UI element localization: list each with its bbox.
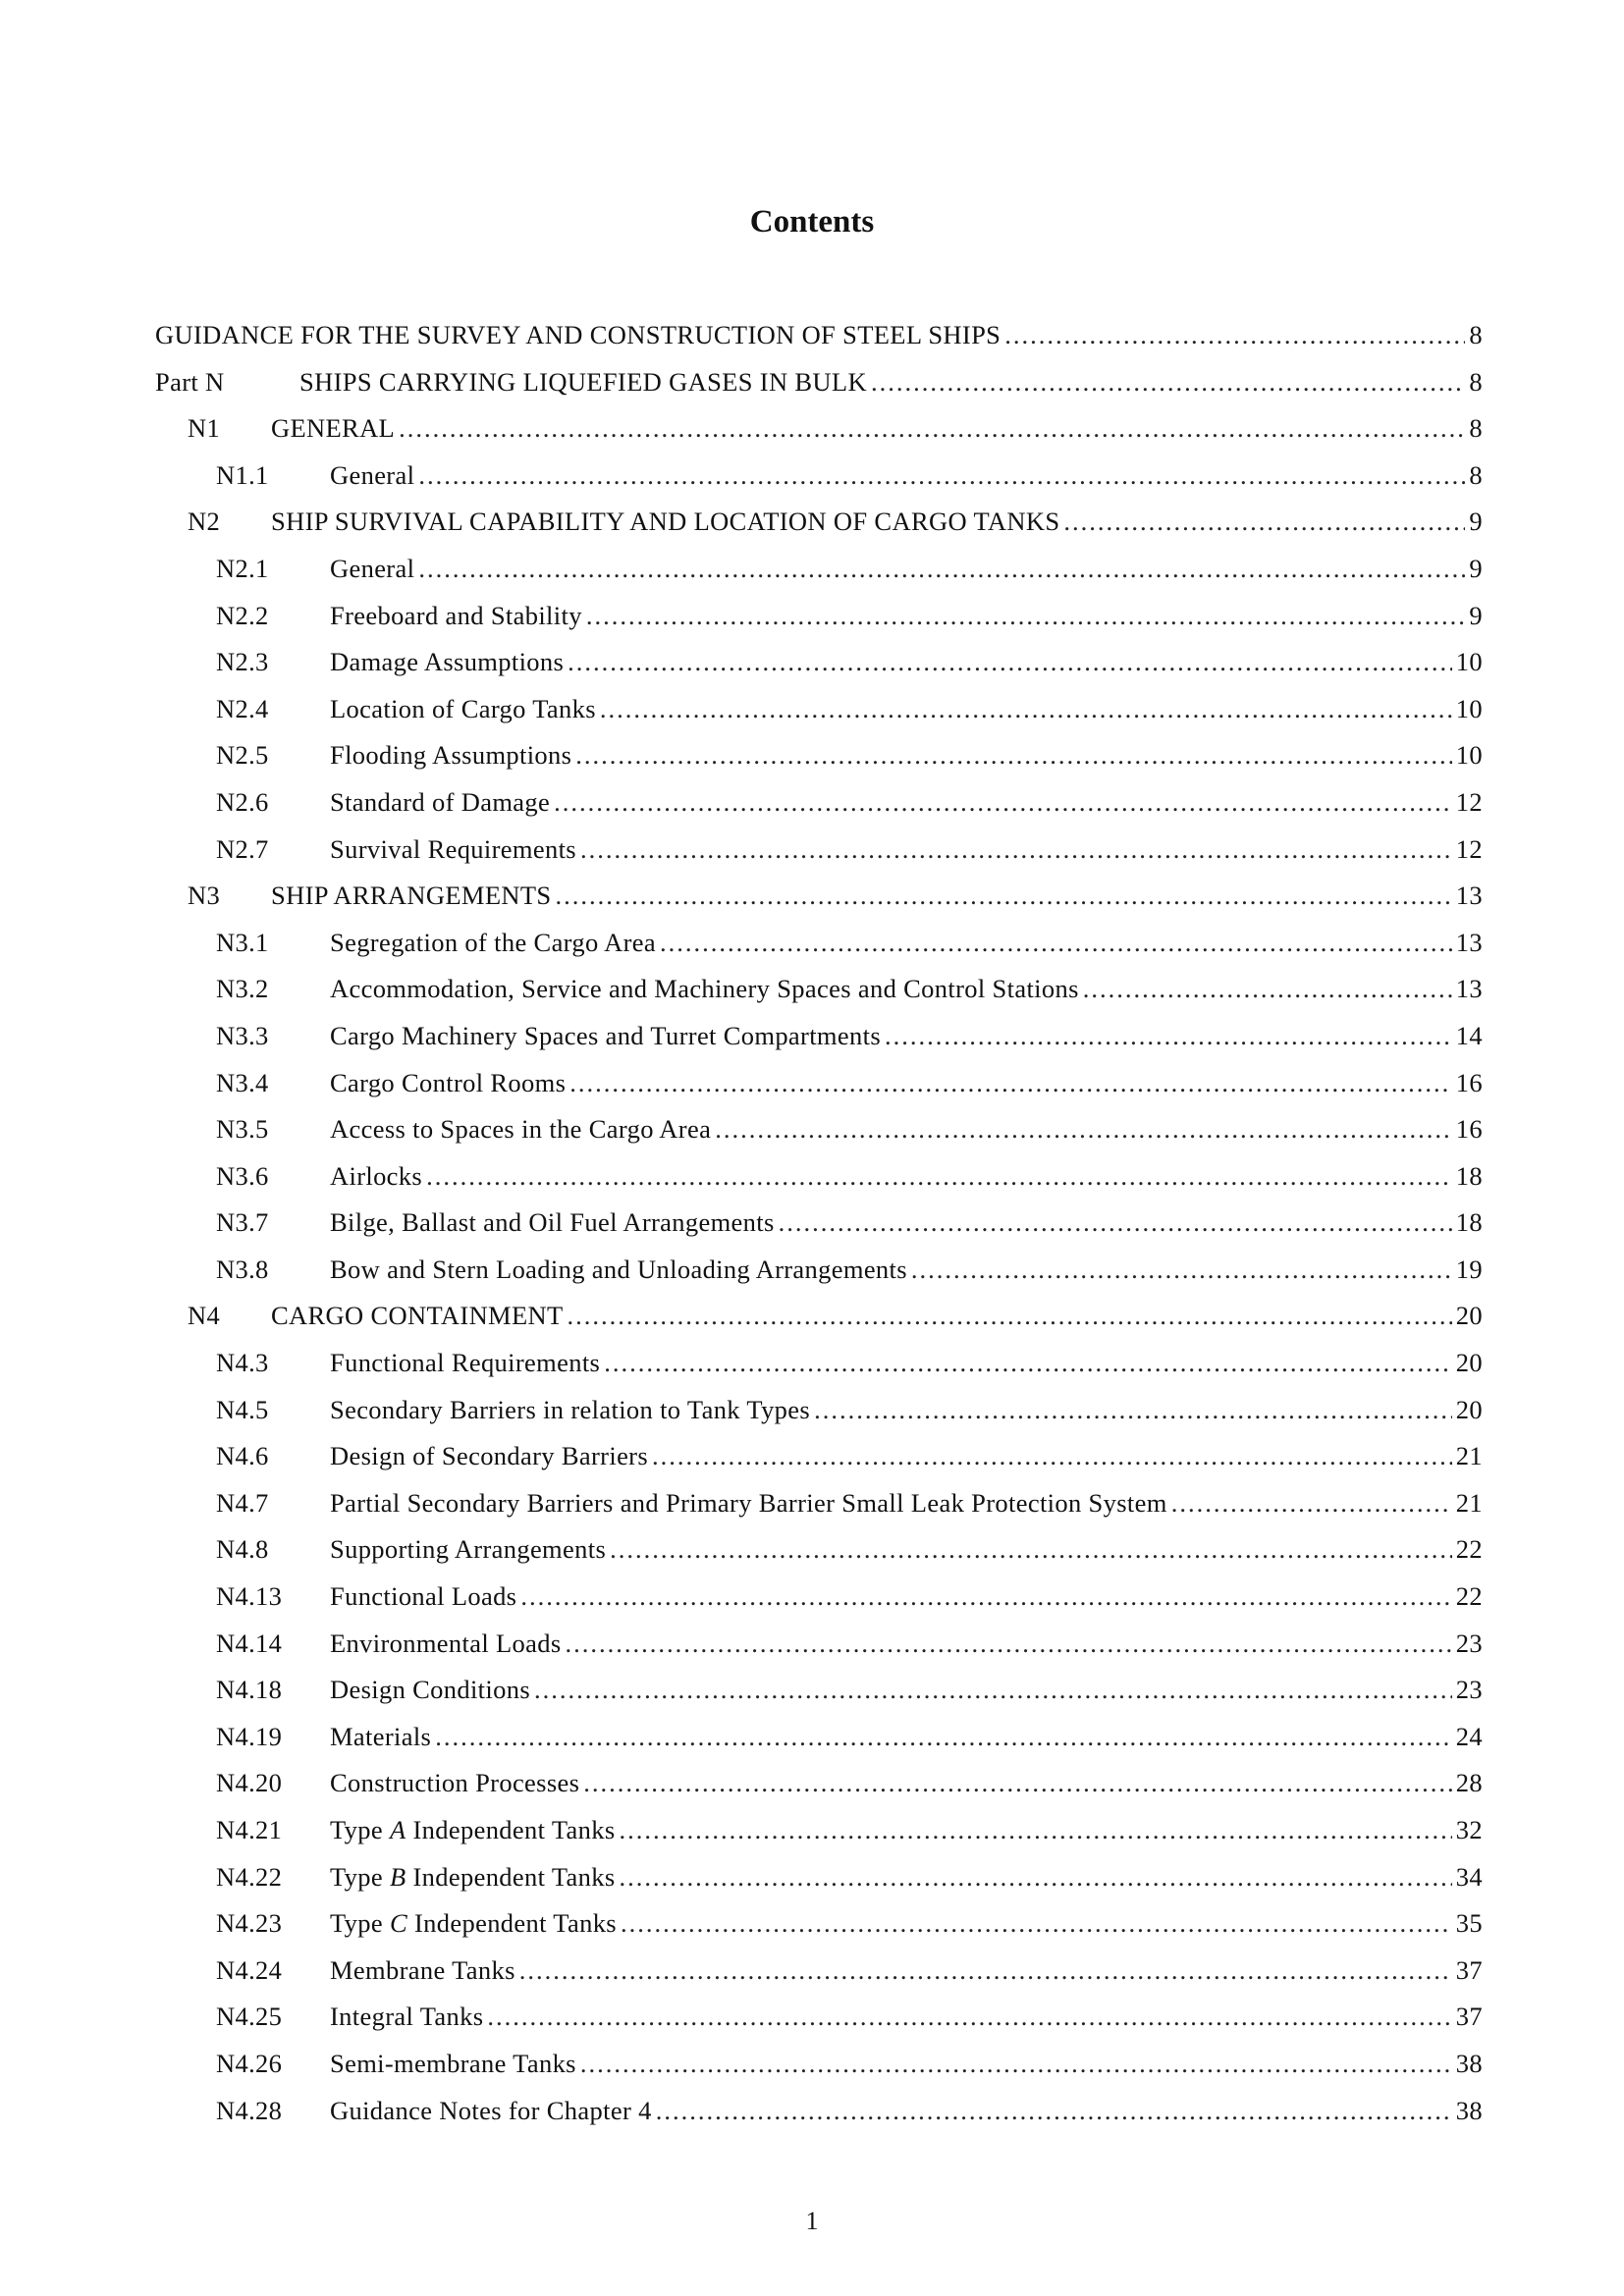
toc-entry-number: N4.3 xyxy=(216,1348,269,1378)
toc-entry-page: 8 xyxy=(1469,366,1483,397)
toc-entry-title: Cargo Machinery Spaces and Turret Compartments xyxy=(330,1020,881,1050)
toc-entry-title: Materials xyxy=(330,1721,432,1751)
toc-entry-number: N4.13 xyxy=(216,1581,283,1612)
toc-entry-number: N4.26 xyxy=(216,2048,283,2078)
toc-entry-page: 16 xyxy=(1455,1067,1483,1097)
toc-entry-title: GENERAL xyxy=(271,413,396,444)
toc-entry[interactable] xyxy=(155,1815,1483,1862)
toc-dot-leader xyxy=(779,1207,1452,1238)
toc-entry[interactable] xyxy=(155,1255,1483,1302)
toc-entry[interactable] xyxy=(155,1021,1483,1068)
toc-entry[interactable] xyxy=(155,1768,1483,1815)
toc-entry-page: 32 xyxy=(1455,1815,1483,1844)
toc-entry-number: N3.5 xyxy=(216,1114,269,1145)
toc-entry-number: N4.23 xyxy=(216,1908,283,1939)
toc-entry-number: N3.3 xyxy=(216,1020,269,1050)
toc-entry-page: 37 xyxy=(1455,1954,1483,1985)
toc-entry-number: N3.8 xyxy=(216,1254,269,1284)
toc-dot-leader xyxy=(620,1815,1452,1845)
toc-dot-leader xyxy=(660,928,1452,958)
toc-entry[interactable] xyxy=(155,694,1483,741)
toc-entry[interactable] xyxy=(155,1629,1483,1676)
toc-entry-title: GUIDANCE FOR THE SURVEY AND CONSTRUCTION OF STEEL SHIPS xyxy=(155,320,1001,349)
toc-entry[interactable] xyxy=(155,320,1483,367)
toc-entry[interactable] xyxy=(155,1488,1483,1535)
toc-entry-number: N3.7 xyxy=(216,1207,269,1238)
toc-entry-number: N4.25 xyxy=(216,2002,283,2032)
toc-entry-number: N2.4 xyxy=(216,693,269,723)
toc-dot-leader xyxy=(580,834,1452,865)
toc-entry-page: 14 xyxy=(1455,1020,1483,1050)
toc-entry-title: Bow and Stern Loading and Unloading Arrangements xyxy=(330,1254,907,1284)
toc-dot-leader xyxy=(586,601,1466,631)
toc-entry-page: 8 xyxy=(1469,320,1483,349)
toc-entry[interactable] xyxy=(155,928,1483,975)
toc-entry-page: 24 xyxy=(1455,1721,1483,1751)
toc-entry-number: N4.20 xyxy=(216,1768,283,1798)
toc-entry[interactable] xyxy=(155,2002,1483,2049)
toc-entry-number: Part N xyxy=(155,366,225,397)
toc-dot-leader xyxy=(656,2096,1452,2126)
toc-entry[interactable] xyxy=(155,1395,1483,1442)
toc-entry-page: 9 xyxy=(1469,553,1483,583)
toc-entry-page: 18 xyxy=(1455,1160,1483,1191)
toc-entry[interactable] xyxy=(155,1114,1483,1161)
toc-entry-number: N1 xyxy=(188,413,221,444)
toc-entry-page: 19 xyxy=(1455,1254,1483,1284)
toc-entry-number: N2.5 xyxy=(216,740,269,771)
toc-entry-page: 9 xyxy=(1469,507,1483,537)
toc-entry[interactable] xyxy=(155,1722,1483,1769)
toc-entry-title: Type A Independent Tanks xyxy=(330,1815,616,1844)
toc-entry-number: N2.1 xyxy=(216,553,269,583)
toc-entry-page: 10 xyxy=(1455,647,1483,677)
toc-entry-title: Survival Requirements xyxy=(330,833,576,864)
toc-entry[interactable] xyxy=(155,881,1483,928)
table-of-contents xyxy=(155,320,1483,2142)
toc-entry[interactable] xyxy=(155,740,1483,787)
toc-dot-leader xyxy=(610,1534,1452,1565)
toc-entry-page: 20 xyxy=(1455,1348,1483,1378)
toc-entry-title: Supporting Arrangements xyxy=(330,1534,607,1565)
toc-entry-title: Functional Requirements xyxy=(330,1348,601,1378)
toc-entry-title: Secondary Barriers in relation to Tank Types xyxy=(330,1394,811,1424)
toc-entry-number: N4 xyxy=(188,1301,221,1331)
toc-entry-title: Cargo Control Rooms xyxy=(330,1067,567,1097)
toc-entry-title: Partial Secondary Barriers and Primary Barrier Small Leak Protection System xyxy=(330,1487,1167,1518)
toc-dot-leader xyxy=(399,413,1465,444)
page-number: 1 xyxy=(805,2207,819,2235)
toc-entry[interactable] xyxy=(155,1301,1483,1348)
toc-entry-title: Environmental Loads xyxy=(330,1628,562,1658)
toc-entry[interactable] xyxy=(155,1348,1483,1395)
toc-dot-leader xyxy=(580,2049,1452,2079)
toc-dot-leader xyxy=(1083,974,1452,1004)
toc-dot-leader xyxy=(534,1675,1452,1705)
toc-entry[interactable] xyxy=(155,1675,1483,1722)
toc-entry-page: 10 xyxy=(1455,693,1483,723)
toc-entry-number: N2.2 xyxy=(216,600,269,630)
toc-dot-leader xyxy=(1004,320,1465,350)
toc-entry-number: N3.6 xyxy=(216,1160,269,1191)
toc-entry[interactable] xyxy=(155,787,1483,834)
toc-entry-title: General xyxy=(330,459,415,490)
toc-entry-title: CARGO CONTAINMENT xyxy=(271,1301,564,1331)
toc-entry-title: SHIP SURVIVAL CAPABILITY AND LOCATION OF CARGO TANKS xyxy=(271,507,1060,537)
toc-entry[interactable] xyxy=(155,1908,1483,1955)
toc-entry[interactable] xyxy=(155,974,1483,1021)
toc-entry-number: N3 xyxy=(188,881,221,911)
toc-entry-number: N4.8 xyxy=(216,1534,269,1565)
toc-entry[interactable] xyxy=(155,1862,1483,1909)
toc-dot-leader xyxy=(554,787,1452,818)
toc-entry[interactable] xyxy=(155,1534,1483,1581)
toc-entry-title: Construction Processes xyxy=(330,1768,580,1798)
toc-dot-leader xyxy=(911,1255,1452,1285)
toc-entry[interactable] xyxy=(155,507,1483,554)
page-title: Contents xyxy=(749,204,875,240)
toc-dot-leader xyxy=(435,1722,1452,1752)
toc-dot-leader xyxy=(814,1395,1452,1425)
toc-entry[interactable] xyxy=(155,834,1483,881)
toc-entry-number: N2.7 xyxy=(216,833,269,864)
toc-entry-title: General xyxy=(330,553,415,583)
toc-entry-page: 20 xyxy=(1455,1301,1483,1331)
toc-dot-leader xyxy=(604,1348,1452,1378)
toc-entry-page: 10 xyxy=(1455,740,1483,771)
toc-entry-page: 28 xyxy=(1455,1768,1483,1798)
toc-dot-leader xyxy=(568,647,1452,677)
toc-dot-leader xyxy=(568,1301,1452,1331)
toc-entry-number: N4.18 xyxy=(216,1675,283,1705)
toc-entry-title: Guidance Notes for Chapter 4 xyxy=(330,2095,652,2125)
toc-entry-title: SHIP ARRANGEMENTS xyxy=(271,881,552,911)
toc-entry-title: Design Conditions xyxy=(330,1675,530,1705)
toc-entry-number: N4.5 xyxy=(216,1394,269,1424)
toc-dot-leader xyxy=(418,554,1465,584)
toc-dot-leader xyxy=(519,1955,1452,1986)
toc-entry-number: N4.28 xyxy=(216,2095,283,2125)
toc-entry-title: Type B Independent Tanks xyxy=(330,1861,616,1892)
toc-entry[interactable] xyxy=(155,1068,1483,1115)
toc-entry[interactable] xyxy=(155,460,1483,507)
toc-dot-leader xyxy=(885,1021,1452,1051)
toc-dot-leader xyxy=(426,1161,1452,1192)
toc-dot-leader xyxy=(555,881,1451,911)
toc-entry-number: N4.24 xyxy=(216,1954,283,1985)
toc-entry[interactable] xyxy=(155,554,1483,601)
toc-entry[interactable] xyxy=(155,1161,1483,1208)
toc-entry-page: 22 xyxy=(1455,1581,1483,1612)
toc-entry-page: 18 xyxy=(1455,1207,1483,1238)
toc-entry-title: Design of Secondary Barriers xyxy=(330,1441,649,1471)
toc-entry-title: Membrane Tanks xyxy=(330,1954,515,1985)
toc-entry-number: N3.4 xyxy=(216,1067,269,1097)
toc-entry[interactable] xyxy=(155,2096,1483,2143)
toc-entry-page: 13 xyxy=(1455,974,1483,1004)
toc-dot-leader xyxy=(715,1114,1452,1145)
toc-entry-title: Freeboard and Stability xyxy=(330,600,582,630)
toc-entry-number: N4.19 xyxy=(216,1721,283,1751)
toc-entry-number: N3.1 xyxy=(216,927,269,957)
toc-entry-page: 16 xyxy=(1455,1114,1483,1145)
toc-entry-number: N2 xyxy=(188,507,221,537)
toc-entry-page: 13 xyxy=(1455,881,1483,911)
toc-entry-title: Segregation of the Cargo Area xyxy=(330,927,656,957)
toc-entry-title: Functional Loads xyxy=(330,1581,517,1612)
toc-entry-title: Flooding Assumptions xyxy=(330,740,572,771)
toc-entry-number: N3.2 xyxy=(216,974,269,1004)
toc-entry-number: N4.6 xyxy=(216,1441,269,1471)
toc-dot-leader xyxy=(1171,1488,1452,1519)
toc-entry-page: 12 xyxy=(1455,786,1483,817)
toc-entry[interactable] xyxy=(155,1955,1483,2002)
toc-entry-page: 38 xyxy=(1455,2048,1483,2078)
toc-entry[interactable] xyxy=(155,1581,1483,1629)
toc-entry-title: Bilge, Ballast and Oil Fuel Arrangements xyxy=(330,1207,775,1238)
toc-entry-title: SHIPS CARRYING LIQUEFIED GASES IN BULK xyxy=(299,366,867,397)
toc-entry[interactable] xyxy=(155,601,1483,648)
toc-entry[interactable] xyxy=(155,1207,1483,1255)
toc-entry-number: N1.1 xyxy=(216,459,269,490)
toc-entry[interactable] xyxy=(155,413,1483,460)
toc-entry-page: 35 xyxy=(1455,1908,1483,1939)
toc-dot-leader xyxy=(418,460,1465,491)
toc-dot-leader xyxy=(871,367,1465,398)
toc-entry-title: Location of Cargo Tanks xyxy=(330,693,596,723)
toc-entry-page: 20 xyxy=(1455,1394,1483,1424)
toc-entry-title: Semi-membrane Tanks xyxy=(330,2048,576,2078)
toc-dot-leader xyxy=(569,1068,1452,1098)
toc-entry-title: Damage Assumptions xyxy=(330,647,565,677)
toc-entry-page: 38 xyxy=(1455,2095,1483,2125)
toc-entry-page: 23 xyxy=(1455,1628,1483,1658)
toc-entry-page: 34 xyxy=(1455,1861,1483,1892)
toc-dot-leader xyxy=(566,1629,1452,1659)
toc-entry-title: Airlocks xyxy=(330,1160,423,1191)
toc-entry-page: 8 xyxy=(1469,413,1483,444)
toc-dot-leader xyxy=(1063,507,1465,537)
toc-entry[interactable] xyxy=(155,647,1483,694)
toc-dot-leader xyxy=(621,1908,1452,1939)
toc-entry-page: 21 xyxy=(1455,1441,1483,1471)
toc-dot-leader xyxy=(487,2002,1451,2032)
toc-entry-title: Standard of Damage xyxy=(330,786,551,817)
toc-entry[interactable] xyxy=(155,1441,1483,1488)
toc-entry[interactable] xyxy=(155,367,1483,414)
toc-entry-page: 8 xyxy=(1469,459,1483,490)
toc-dot-leader xyxy=(600,694,1452,724)
toc-entry-page: 37 xyxy=(1455,2002,1483,2032)
toc-entry-number: N4.7 xyxy=(216,1487,269,1518)
toc-entry-title: Integral Tanks xyxy=(330,2002,484,2032)
toc-entry-number: N4.21 xyxy=(216,1815,283,1844)
toc-entry-page: 22 xyxy=(1455,1534,1483,1565)
toc-entry-page: 21 xyxy=(1455,1487,1483,1518)
toc-dot-leader xyxy=(620,1862,1452,1893)
toc-dot-leader xyxy=(583,1768,1452,1798)
toc-entry-number: N2.3 xyxy=(216,647,269,677)
toc-entry-number: N4.22 xyxy=(216,1861,283,1892)
toc-dot-leader xyxy=(575,740,1452,771)
toc-entry-page: 13 xyxy=(1455,927,1483,957)
toc-entry-page: 23 xyxy=(1455,1675,1483,1705)
toc-entry-title: Type C Independent Tanks xyxy=(330,1908,617,1939)
toc-entry-title: Accommodation, Service and Machinery Spaces and Control Stations xyxy=(330,974,1079,1004)
toc-dot-leader xyxy=(520,1581,1451,1612)
toc-entry-page: 9 xyxy=(1469,600,1483,630)
toc-dot-leader xyxy=(652,1441,1452,1471)
toc-entry-title: Access to Spaces in the Cargo Area xyxy=(330,1114,712,1145)
toc-entry[interactable] xyxy=(155,2049,1483,2096)
toc-entry-number: N4.14 xyxy=(216,1628,283,1658)
toc-entry-page: 12 xyxy=(1455,833,1483,864)
toc-entry-number: N2.6 xyxy=(216,786,269,817)
